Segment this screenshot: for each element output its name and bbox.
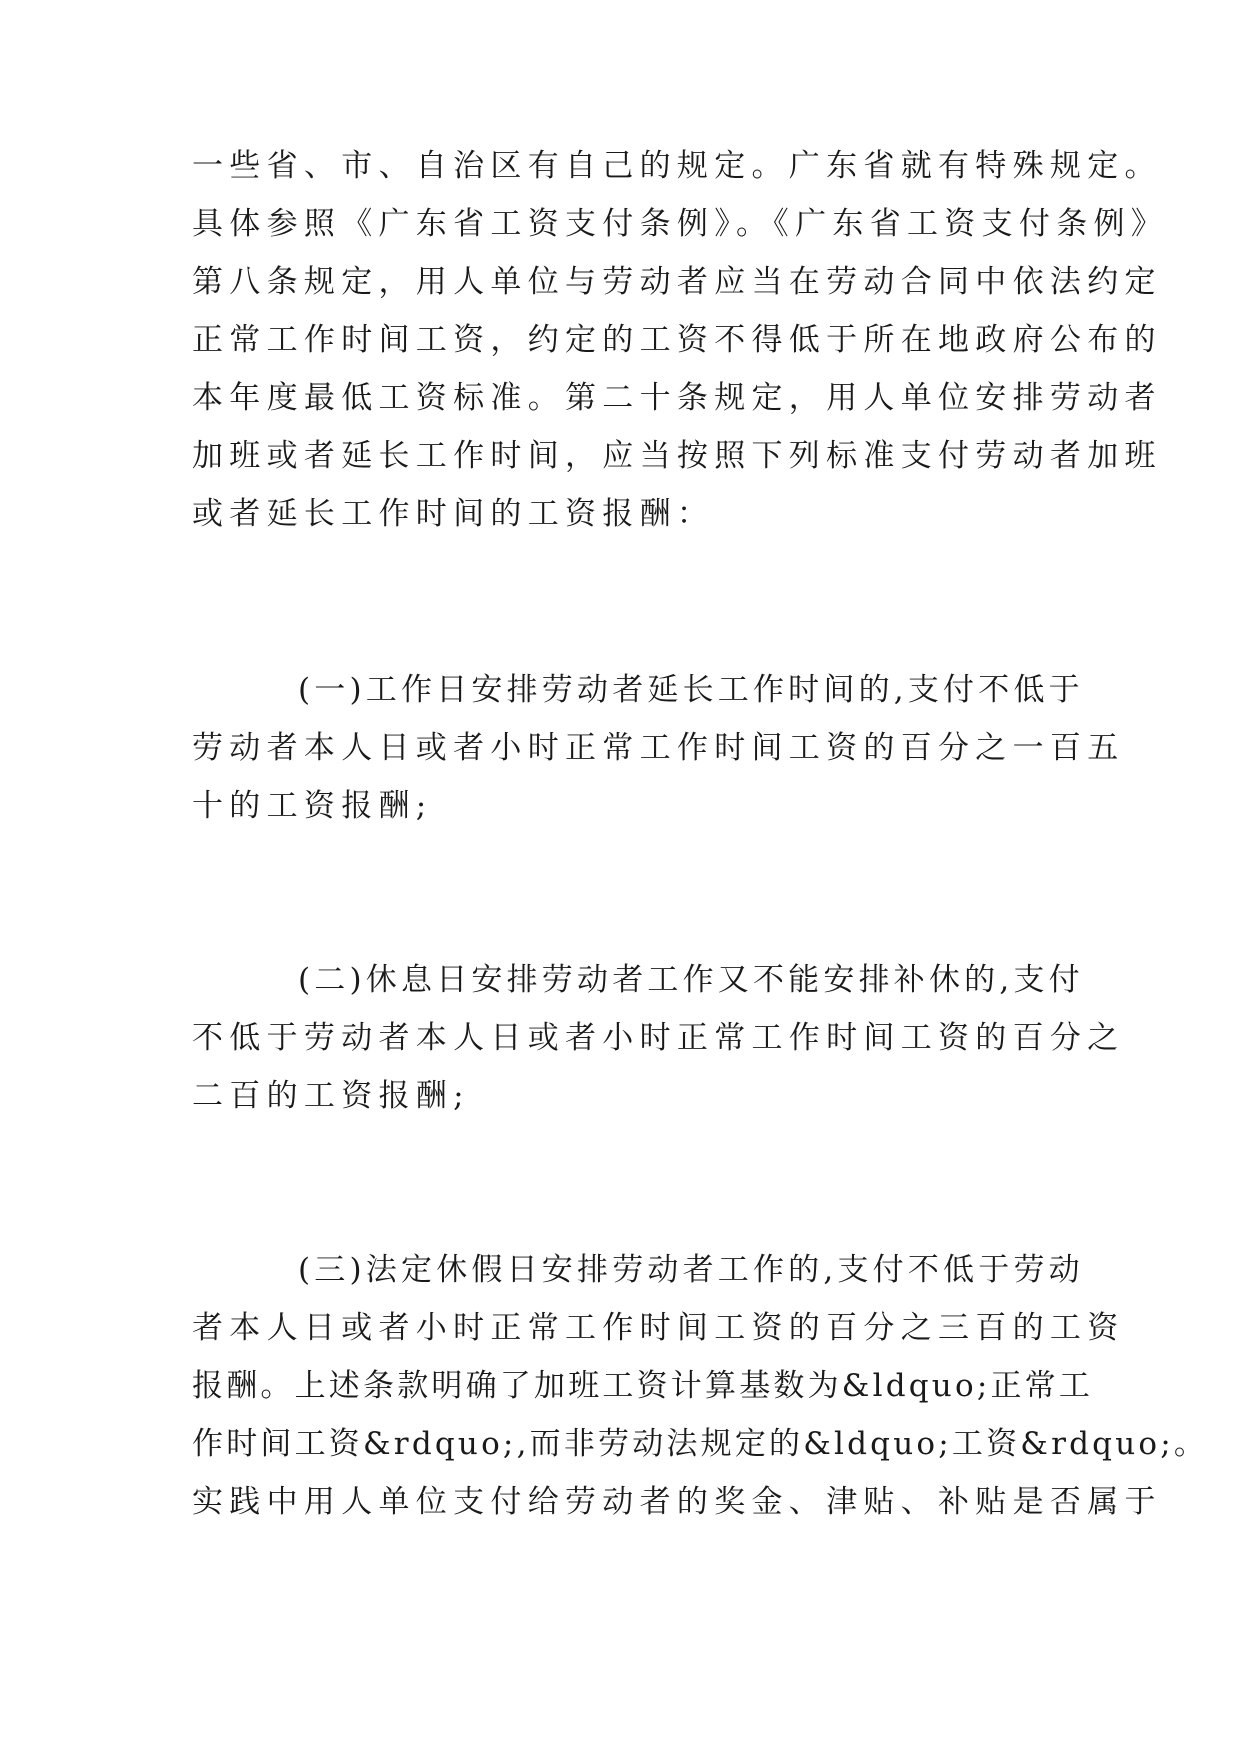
text-line: 本年度最低工资标准。第二十条规定，用人单位安排劳动者 (192, 380, 1162, 416)
text-line: 或者延长工作时间的工资报酬： (192, 496, 715, 532)
text-line: 作时间工资&rdquo;,而非劳动法规定的&ldquo;工资&rdquo;。 (192, 1426, 1209, 1462)
text-line: 者本人日或者小时正常工作时间工资的百分之三百的工资 (192, 1310, 1125, 1346)
text-line: 劳动者本人日或者小时正常工作时间工资的百分之一百五 (192, 730, 1125, 766)
text-line: 具体参照《广东省工资支付条例》。《广东省工资支付条例》 (192, 206, 1169, 242)
text-line: (三)法定休假日安排劳动者工作的,支付不低于劳动 (298, 1252, 1084, 1288)
text-line: 实践中用人单位支付给劳动者的奖金、津贴、补贴是否属于 (192, 1484, 1162, 1520)
text-line: 不低于劳动者本人日或者小时正常工作时间工资的百分之 (192, 1020, 1125, 1056)
text-line: 加班或者延长工作时间，应当按照下列标准支付劳动者加班 (192, 438, 1162, 474)
text-line: 正常工作时间工资，约定的工资不得低于所在地政府公布的 (192, 322, 1162, 358)
text-line: 报酬。上述条款明确了加班工资计算基数为&ldquo;正常工 (192, 1368, 1094, 1404)
text-line: (二)休息日安排劳动者工作又不能安排补休的,支付 (298, 962, 1084, 998)
text-line: 第八条规定，用人单位与劳动者应当在劳动合同中依法约定 (192, 264, 1162, 300)
text-line: 一些省、市、自治区有自己的规定。广东省就有特殊规定。 (192, 148, 1162, 184)
text-line: 十的工资报酬; (192, 788, 433, 824)
text-line: (一)工作日安排劳动者延长工作时间的,支付不低于 (298, 672, 1084, 708)
text-line: 二百的工资报酬; (192, 1078, 470, 1114)
